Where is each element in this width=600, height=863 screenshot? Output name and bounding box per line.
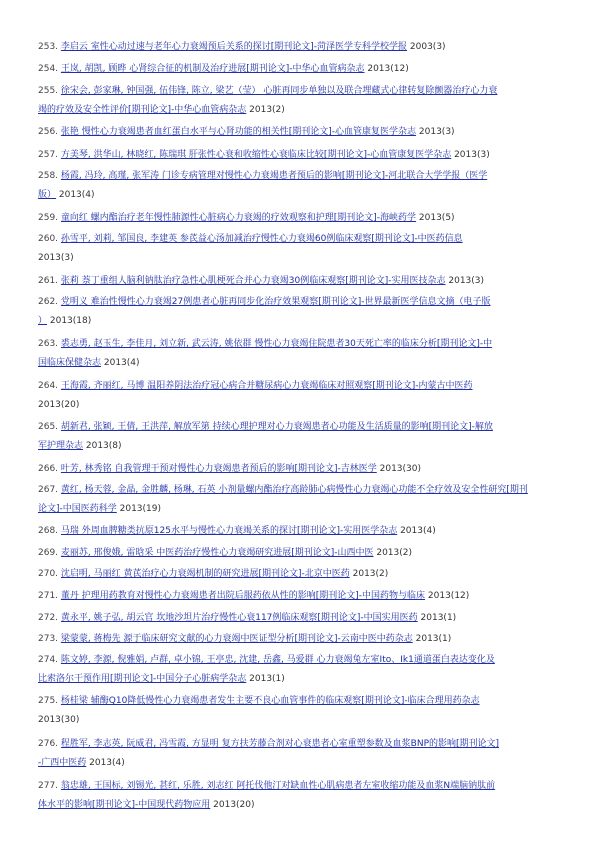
reference-link[interactable]: 马瑞 外周血脾糖类抗原125水平与慢性心力衰竭关系的探讨[期刊论文]-实用医学杂志 (60, 526, 398, 536)
reference-entry (38, 60, 578, 79)
reference-line (38, 796, 578, 815)
reference-link[interactable]: 陈文婷, 李源, 倪雅娟, 卢群, 卓小锦, 王亭忠, 沈建, 岳鑫, 马爱群 心力衰竭兔左室Ito、Ik1通道蛋白表达变化及 (60, 655, 495, 665)
reference-entry (38, 609, 578, 628)
reference-line (38, 146, 578, 165)
reference-issue: 2013(4) (56, 190, 95, 200)
reference-entry (38, 735, 578, 773)
reference-issue: 2013(1) (246, 674, 285, 684)
reference-link[interactable]: 黄红, 杨天蓉, 金晶, 金胜麟, 杨琳, 石英 小剂量螺内酯治疗高龄肺心病慢性心力衰竭心功能不全疗效及安全性研究[期刊 (60, 485, 528, 495)
reference-number: 277. (38, 781, 61, 791)
reference-link[interactable]: 论文]-中国医药科学 (38, 504, 117, 514)
reference-entry (38, 167, 578, 205)
reference-line (38, 38, 578, 57)
reference-link[interactable]: 杨霞, 冯玲, 高瑾, 张军涛 门诊专病管理对慢性心力衰竭患者预后的影响[期刊论文]-河北联合大学学报（医学 (60, 171, 488, 181)
reference-entry (38, 418, 578, 456)
reference-link[interactable]: 胡新君, 张颖, 王倩, 王洪萍, 解放军第 持续心理护理对心力衰竭患者心功能及生活质量的影响[期刊论文]-解放 (60, 422, 493, 432)
reference-number: 276. (38, 739, 61, 749)
reference-link[interactable]: ） (38, 316, 48, 326)
reference-link[interactable]: 叶芳, 林秀铭 自我管理干预对慢性心力衰竭患者预后的影响[期刊论文]-吉林医学 (60, 464, 377, 474)
reference-link[interactable]: 翁忠雄, 王国标, 刘锡光, 甚红, 乐胜, 刘志红 阿托伐他汀对缺血性心肌病患者左室收缩功能及血浆N端脑钠肽前 (60, 781, 496, 791)
reference-line (38, 565, 578, 584)
reference-link[interactable]: 竭的疗效及安全性评价[期刊论文]-中华心血管病杂志 (38, 105, 247, 115)
reference-line (38, 167, 578, 186)
reference-link[interactable]: 童向红 螺内酯治疗老年慢性肺源性心脏病心力衰竭的疗效观察和护理[期刊论文]-海峡药学 (60, 213, 417, 223)
reference-line (38, 335, 578, 354)
reference-number: 267. (38, 485, 61, 495)
reference-number: 255. (38, 86, 61, 96)
reference-link[interactable]: 李启云 室性心动过速与老年心力衰竭预后关系的探讨[期刊论文]-菏泽医学专科学校学报 (60, 42, 408, 52)
reference-line (38, 354, 578, 373)
reference-line (38, 544, 578, 563)
reference-entry (38, 293, 578, 331)
reference-line (38, 312, 578, 331)
reference-issue: 2013(12) (425, 591, 470, 601)
reference-entry (38, 230, 578, 268)
reference-number: 272. (38, 613, 61, 623)
reference-link[interactable]: 孙雪平, 刘莉, 邹国良, 李建英 参芪益心汤加减治疗慢性心力衰竭60例临床观察[期刊论文]-中医药信息 (60, 234, 463, 244)
reference-link[interactable]: 麦丽苏, 邢俊娥, 雷晗采 中医药治疗慢性心力衰竭研究进展[期刊论文]-山西中医 (60, 548, 374, 558)
reference-issue: 2013(4) (397, 526, 436, 536)
reference-link[interactable]: 杨桂梁 辅酶Q10降低慢性心力衰竭患者发生主要不良心血管事件的临床观察[期刊论文]-临床合理用药杂志 (60, 696, 480, 706)
reference-link[interactable]: 张莉 萘丁重组人脑利钠肽治疗急性心肌梗死合并心力衰竭30例临床观察[期刊论文]-实用医技杂志 (60, 276, 446, 286)
reference-number: 261. (38, 276, 61, 286)
reference-number: 273. (38, 634, 61, 644)
reference-link[interactable]: 沈启明, 马丽红 黄芪治疗心力衰竭机制的研究进展[期刊论文]-北京中医药 (60, 569, 350, 579)
reference-link[interactable]: 方美琴, 洪华山, 林晓红, 陈瑞琪 肝张性心衰和收缩性心衰临床比较[期刊论文]-心血管康复医学杂志 (60, 150, 452, 160)
reference-line (38, 460, 578, 479)
reference-issue: 2013(2) (373, 548, 412, 558)
reference-issue: 2013(20) (38, 400, 80, 410)
reference-number: 264. (38, 381, 61, 391)
reference-number: 271. (38, 591, 61, 601)
reference-number: 269. (38, 548, 61, 558)
reference-issue: 2013(2) (246, 105, 285, 115)
reference-entry (38, 692, 578, 730)
reference-number: 253. (38, 42, 61, 52)
reference-entry (38, 630, 578, 649)
reference-line (38, 377, 578, 396)
reference-line (38, 60, 578, 79)
reference-entry (38, 146, 578, 165)
reference-entry (38, 565, 578, 584)
reference-number: 256. (38, 127, 61, 137)
reference-line (38, 293, 578, 312)
reference-number: 275. (38, 696, 61, 706)
reference-line (38, 711, 578, 730)
reference-link[interactable]: -广西中医药 (38, 758, 87, 768)
reference-line (38, 396, 578, 415)
reference-entry (38, 123, 578, 142)
reference-link[interactable]: 董丹 护理用药教育对慢性心力衰竭患者出院后服药依从性的影响[期刊论文]-中国药物与临床 (60, 591, 426, 601)
reference-link[interactable]: 王海霞, 齐丽红, 马博 温阳养阴法治疗冠心病合并糖尿病心力衰竭临床对照观察[期刊论文]-内蒙古中医药 (60, 381, 473, 391)
reference-issue: 2013(18) (47, 316, 92, 326)
reference-line (38, 609, 578, 628)
reference-entry (38, 82, 578, 120)
reference-link[interactable]: 张艳 慢性心力衰竭患者血红蛋白水平与心肾功能的相关性[期刊论文]-心血管康复医学杂志 (60, 127, 417, 137)
reference-entry (38, 272, 578, 291)
reference-line (38, 754, 578, 773)
reference-link[interactable]: 徐宋会, 彭家琳, 钟国强, 伍伟锋, 陈立, 梁艺（莹） 心脏再同步单独以及联合埋藏式心律转复除颤器治疗心力衰 (60, 86, 498, 96)
reference-entry (38, 209, 578, 228)
reference-issue: 2013(5) (416, 213, 455, 223)
reference-issue: 2013(3) (445, 276, 485, 286)
reference-link[interactable]: 军护理杂志 (38, 441, 84, 451)
reference-issue: 2013(8) (83, 441, 122, 451)
reference-line (38, 437, 578, 456)
reference-line (38, 651, 578, 670)
reference-number: 274. (38, 655, 61, 665)
reference-number: 260. (38, 234, 61, 244)
reference-issue: 2013(4) (86, 758, 125, 768)
reference-issue: 2013(3) (416, 127, 455, 137)
reference-line (38, 692, 578, 711)
reference-link[interactable]: 党明义 难治性慢性心力衰竭27例患者心脏再同步化治疗效果观察[期刊论文]-世界最新医学信息文摘（电子版 (60, 297, 491, 307)
reference-number: 254. (38, 64, 61, 74)
reference-issue: 2013(12) (364, 64, 409, 74)
reference-number: 262. (38, 297, 61, 307)
reference-line (38, 670, 578, 689)
reference-line (38, 101, 578, 120)
reference-entry (38, 544, 578, 563)
reference-issue: 2013(3) (38, 253, 74, 263)
reference-issue: 2003(3) (407, 42, 446, 52)
reference-line (38, 82, 578, 101)
reference-entry (38, 651, 578, 689)
reference-line (38, 522, 578, 541)
reference-entry (38, 522, 578, 541)
reference-line (38, 123, 578, 142)
reference-line (38, 230, 578, 249)
reference-issue: 2013(19) (116, 504, 162, 514)
reference-entry (38, 460, 578, 479)
reference-entry (38, 377, 578, 415)
reference-line (38, 500, 578, 519)
reference-link[interactable]: 王岚, 胡凯, 顾晔 心肾综合征的机制及治疗进展[期刊论文]-中华心血管病杂志 (60, 64, 365, 74)
reference-line (38, 418, 578, 437)
reference-link[interactable]: 国临床保健杂志 (38, 358, 102, 368)
reference-link[interactable]: 黄永平, 姚子弘, 胡云官 坎地沙坦片治疗慢性心衰117例临床观察[期刊论文]-中国实用医药 (60, 613, 418, 623)
reference-issue: 2013(3) (451, 150, 490, 160)
reference-issue: 2013(1) (417, 613, 457, 623)
reference-entry (38, 335, 578, 373)
reference-number: 263. (38, 339, 61, 349)
reference-line (38, 249, 578, 268)
reference-line (38, 587, 578, 606)
reference-number: 258. (38, 171, 61, 181)
reference-entry (38, 777, 578, 815)
reference-line (38, 186, 578, 205)
reference-issue: 2013(1) (412, 634, 452, 644)
reference-number: 265. (38, 422, 61, 432)
reference-line (38, 209, 578, 228)
reference-issue: 2013(2) (349, 569, 389, 579)
reference-line (38, 272, 578, 291)
reference-number: 259. (38, 213, 61, 223)
reference-link[interactable]: 体水平的影响[期刊论文]-中国现代药物应用 (38, 800, 211, 810)
reference-entry (38, 38, 578, 57)
reference-issue: 2013(30) (38, 715, 80, 725)
reference-issue: 2013(20) (210, 800, 255, 810)
reference-number: 266. (38, 464, 61, 474)
reference-number: 257. (38, 150, 61, 160)
reference-issue: 2013(4) (101, 358, 140, 368)
reference-line (38, 630, 578, 649)
reference-link[interactable]: 比索洛尔干预作用[期刊论文]-中国分子心脏病学杂志 (38, 674, 247, 684)
reference-link[interactable]: 程胜军, 李志英, 阮威君, 冯雪霞, 方显明 复方扶芳藤合剂对心衰患者心室重塑参数及血浆BNP的影响[期刊论文] (60, 739, 500, 749)
reference-line (38, 735, 578, 754)
reference-entry (38, 481, 578, 519)
reference-link[interactable]: 版） (38, 190, 57, 200)
reference-number: 268. (38, 526, 61, 536)
reference-line (38, 481, 578, 500)
reference-link[interactable]: 梁蒙蒙, 蒋梅先 源于临床研究文献的心力衰竭中医证型分析[期刊论文]-云南中医中药杂志 (60, 634, 413, 644)
reference-entry (38, 587, 578, 606)
reference-issue: 2013(30) (376, 464, 422, 474)
reference-number: 270. (38, 569, 61, 579)
reference-line (38, 777, 578, 796)
reference-link[interactable]: 裘志勇, 赵玉生, 李佳月, 刘立新, 武云涛, 姚依群 慢性心力衰竭住院患者30天死亡率的临床分析[期刊论文]-中 (60, 339, 493, 349)
